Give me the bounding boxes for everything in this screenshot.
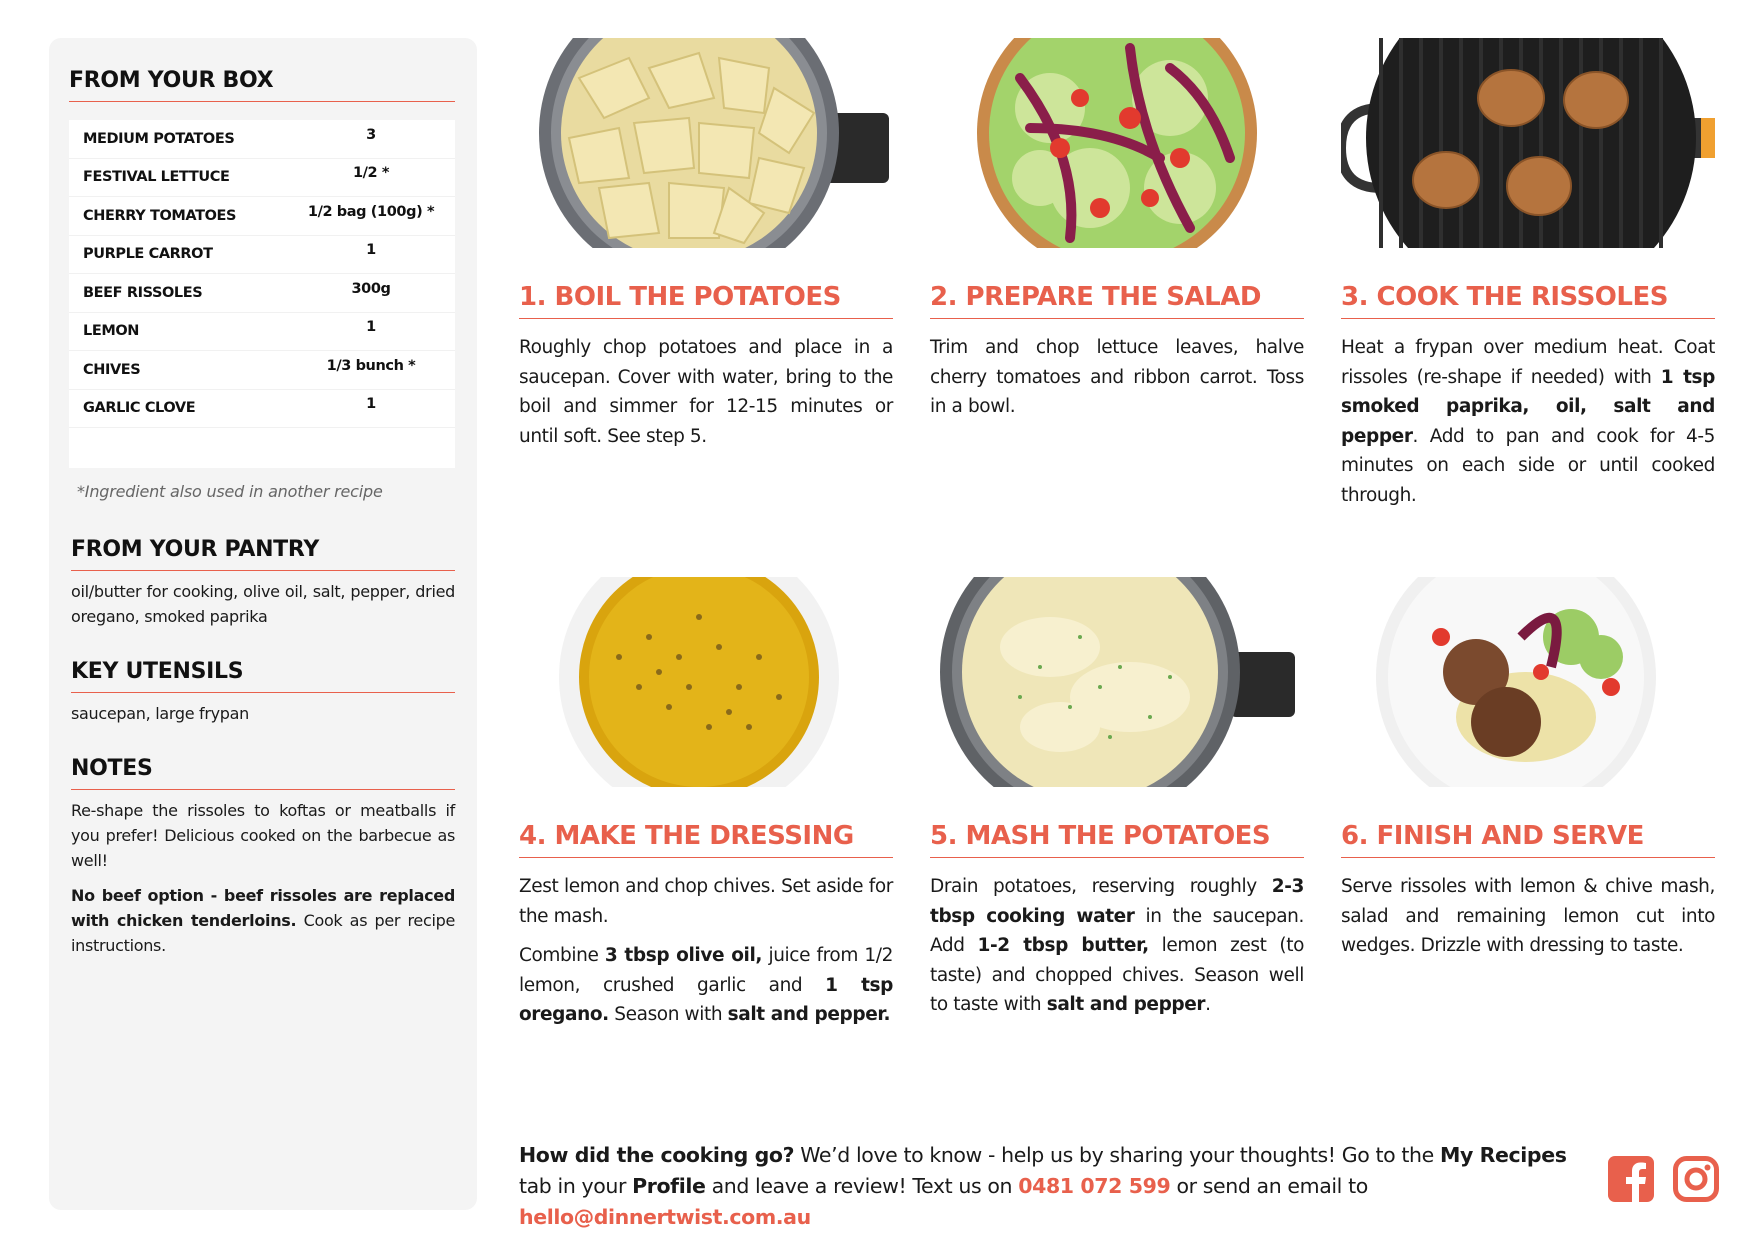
ingredient-name: BEEF RISSOLES: [83, 284, 203, 301]
ingredient-name: CHIVES: [83, 361, 141, 378]
ingredient-row: [69, 390, 455, 429]
text-bold: 1-2 tbsp butter,: [977, 935, 1149, 956]
step-3-text-part: Heat a frypan over medium heat. Coat rissoles (re-shape if needed) with: [1341, 337, 1715, 388]
ingredient-qty: 1: [366, 396, 376, 413]
step-4-text-p1: Zest lemon and chop chives. Set aside for the mash.: [519, 876, 893, 927]
step-6: [1341, 577, 1715, 961]
instagram-icon[interactable]: [1673, 1156, 1719, 1206]
step-1-title: 1. BOIL THE POTATOES: [519, 282, 893, 319]
rissoles-image: [1341, 38, 1715, 248]
text-bold: 2-3 tbsp cooking water: [930, 876, 1304, 927]
potatoes-image: [519, 38, 893, 248]
step-3-text: [1341, 333, 1715, 510]
text-part: Season with: [608, 1004, 728, 1025]
text-part: lemon zest (to taste) and chopped chives. Season well to taste with: [930, 935, 1304, 1015]
step-3-text-bold: 1 tsp smoked paprika, oil, salt and pepper: [1341, 366, 1715, 447]
ingredient-qty: 1: [366, 242, 376, 259]
step-1: [519, 38, 893, 451]
text-bold: 3 tbsp olive oil,: [604, 945, 763, 966]
ingredient-qty: 1: [366, 319, 376, 336]
step-1-text: Roughly chop potatoes and place in a saucepan. Cover with water, bring to the boil and simmer for 12-15 minutes or until soft. See step 5.: [519, 337, 893, 447]
mash-image: [930, 577, 1304, 787]
pantry-heading: FROM YOUR PANTRY: [71, 537, 455, 571]
ingredient-row: [69, 313, 455, 352]
footer-text: or send an email to: [1170, 1174, 1368, 1198]
step-4-title: 4. MAKE THE DRESSING: [519, 821, 893, 858]
notes-heading: NOTES: [71, 756, 455, 790]
profile-link[interactable]: Profile: [632, 1174, 706, 1198]
step-3-title: 3. COOK THE RISSOLES: [1341, 282, 1715, 319]
ingredient-row: [69, 197, 455, 236]
utensils-heading: KEY UTENSILS: [71, 659, 455, 693]
ingredient-name: PURPLE CARROT: [83, 246, 213, 263]
step-4-text: [519, 872, 893, 1030]
notes-substitution-bold: No beef option - beef rissoles are replaced with chicken tenderloins.: [71, 886, 455, 930]
plated-image: [1341, 577, 1715, 787]
step-5-text: [930, 872, 1304, 1020]
text-part: Combine: [519, 945, 605, 966]
email-link[interactable]: hello@dinnertwist.com.au: [519, 1205, 811, 1229]
text-part: Drain potatoes, reserving roughly: [930, 876, 1272, 897]
facebook-icon[interactable]: [1608, 1156, 1654, 1206]
ingredient-name: LEMON: [83, 323, 140, 340]
feedback-footer: [519, 1140, 1579, 1233]
step-5-title: 5. MASH THE POTATOES: [930, 821, 1304, 858]
ingredient-row: [69, 274, 455, 313]
text-part: .: [1205, 994, 1211, 1015]
ingredient-footnote: *Ingredient also used in another recipe: [77, 482, 383, 501]
ingredient-table: [69, 120, 455, 468]
ingredient-row: [69, 120, 455, 159]
pantry-section: [71, 537, 455, 629]
footer-question: How did the cooking go?: [519, 1143, 795, 1167]
step-6-text: Serve rissoles with lemon & chive mash, salad and remaining lemon cut into wedges. Drizzle with dressing to taste.: [1341, 876, 1715, 956]
my-recipes-link[interactable]: My Recipes: [1439, 1143, 1567, 1167]
step-5: [930, 577, 1304, 1020]
text-bold: salt and pepper.: [727, 1004, 891, 1025]
notes-substitution-rest: Cook as per recipe instructions.: [71, 911, 455, 955]
step-4-text-p2: [519, 941, 893, 1030]
text-bold: salt and pepper: [1046, 994, 1206, 1015]
ingredient-name: FESTIVAL LETTUCE: [83, 169, 230, 186]
text-part: juice from 1/2 lemon, crushed garlic and: [519, 945, 894, 996]
step-3: [1341, 38, 1715, 510]
ingredient-qty: 1/2 bag (100g) *: [307, 203, 435, 220]
ingredient-name: CHERRY TOMATOES: [83, 207, 237, 224]
notes-substitution: [71, 883, 455, 958]
utensils-text: saucepan, large frypan: [71, 704, 250, 723]
step-3-text-part: . Add to pan and cook for 4-5 minutes on each side or until cooked through.: [1341, 425, 1715, 506]
ingredient-name: MEDIUM POTATOES: [83, 130, 235, 147]
pantry-text: oil/butter for cooking, olive oil, salt, pepper, dried oregano, smoked paprika: [71, 582, 455, 626]
ingredient-qty: 300g: [351, 280, 391, 297]
salad-image: [930, 38, 1304, 248]
ingredient-qty: 1/3 bunch *: [326, 357, 416, 374]
dressing-image: [519, 577, 893, 787]
ingredient-name: GARLIC CLOVE: [83, 400, 196, 417]
step-2-title: 2. PREPARE THE SALAD: [930, 282, 1304, 319]
text-part: in the saucepan. Add: [930, 905, 1304, 956]
ingredient-row: [69, 351, 455, 390]
step-6-title: 6. FINISH AND SERVE: [1341, 821, 1715, 858]
phone-link[interactable]: 0481 072 599: [1018, 1174, 1171, 1198]
sidebar: [49, 38, 477, 1210]
step-4: [519, 577, 893, 1030]
text-bold: 1 tsp oregano.: [519, 974, 893, 1025]
footer-text: tab in your: [519, 1174, 633, 1198]
step-2: [930, 38, 1304, 422]
ingredient-row: [69, 159, 455, 198]
notes-section: [71, 756, 455, 958]
ingredient-qty: 1/2 *: [352, 165, 390, 182]
notes-text: Re-shape the rissoles to koftas or meatballs if you prefer! Delicious cooked on the barbecue as well!: [71, 801, 455, 870]
footer-text: and leave a review! Text us on: [705, 1174, 1019, 1198]
footer-text: We’d love to know - help us by sharing your thoughts! Go to the: [794, 1143, 1440, 1167]
from-box-heading: FROM YOUR BOX: [69, 68, 455, 102]
ingredient-qty: 3: [366, 126, 376, 143]
utensils-section: [71, 659, 455, 726]
step-2-text: Trim and chop lettuce leaves, halve cherry tomatoes and ribbon carrot. Toss in a bowl.: [930, 337, 1304, 417]
ingredient-row: [69, 236, 455, 275]
